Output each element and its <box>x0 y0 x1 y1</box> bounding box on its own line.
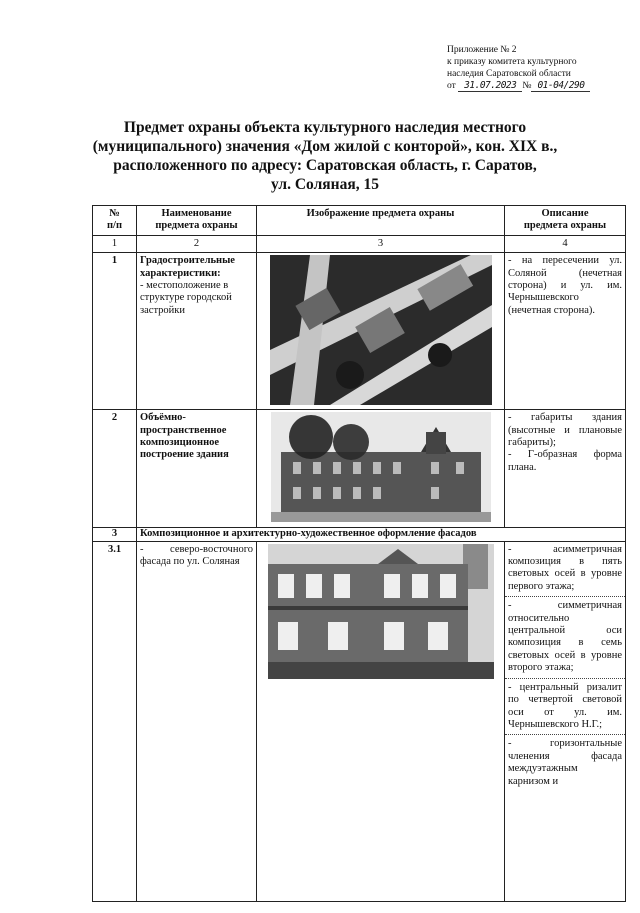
table-header-row <box>93 206 626 236</box>
row-name-bold: Градостроительные характеристики: <box>140 255 235 279</box>
appendix-order-line: от 31.07.2023 № 01-04/290 <box>447 80 590 92</box>
row-desc: - асимметричная композиция в пять световых осей в уровне первого этажа; <box>508 543 622 592</box>
row-desc: - горизонтальные членения фасада междуэтажным карнизом и <box>508 738 622 787</box>
row-name-text: - северо-восточного фасада по ул. Соляная <box>137 541 257 901</box>
protection-table <box>92 205 626 902</box>
row-desc: - на пересечении ул. Соляной (нечетная сторона) и ул. им. Чернышевского (нечетная сторона). <box>505 253 626 410</box>
row-desc: - симметричная относительно центральной оси композиция в семь световых осей в уровне второго этажа; <box>508 600 622 674</box>
document-title: Предмет охраны объекта культурного наследия местного (муниципального) значения «Дом жилой с конторой», кон. XIX в., расположенного по адресу: Саратовская область, г. Саратов, ул. Соляная, 15 <box>92 119 558 193</box>
table-row: 3.1 - северо-восточного фасада по ул. Соляная - асимметричная композиция в пять световых осей в уровне первого этажа; - симметричная относительно центральной оси композиция в семь световых осей в уровне второго этажа; - центральный ризалит по четвертой световой оси от ул. им. Чернышевского Н.Г.; - горизонтальные членения фасада междуэтажным карнизом и <box>93 541 626 901</box>
row-desc: - Г-образная форма плана. <box>508 449 622 473</box>
table-row: 1 Градостроительные характеристики: - местоположение в структуре городской застройки - на пересечении ул. Соляной (нечетная сторона) и ул. им. Чернышевского (нечетная сторона). <box>93 253 626 410</box>
row-desc: - центральный ризалит по четвертой световой оси от ул. им. Чернышевского Н.Г.; <box>508 681 622 730</box>
table-row: 2 Объёмно-пространственное композиционное построение здания - габариты здания (высотные и плановые габариты); - Г-образная форма плана. <box>93 410 626 528</box>
section-row: 3 Композиционное и архитектурно-художественное оформление фасадов <box>93 528 626 541</box>
row-name-text: - местоположение в структуре городской застройки <box>140 280 232 316</box>
facade-photo <box>268 544 494 679</box>
row-desc: - габариты здания (высотные и плановые габариты); <box>508 412 622 449</box>
section-title: Композиционное и архитектурно-художественное оформление фасадов <box>137 528 626 541</box>
appendix-line-3: наследия Саратовской области <box>447 69 571 79</box>
header-name: Наименование предмета охраны <box>137 206 257 236</box>
appendix-block <box>447 44 590 92</box>
appendix-line-2: к приказу комитета культурного <box>447 57 577 67</box>
order-number: 01-04/290 <box>531 80 590 92</box>
header-image: Изображение предмета охраны <box>257 206 505 236</box>
appendix-line-1: Приложение № 2 <box>447 45 517 55</box>
column-number-row: 1 2 3 4 <box>93 235 626 252</box>
building-photo <box>271 412 491 522</box>
header-num: № п/п <box>93 206 137 236</box>
order-date: 31.07.2023 <box>458 80 522 92</box>
row-name-bold: Объёмно-пространственное композиционное построение здания <box>137 410 257 528</box>
aerial-map-image <box>270 255 492 405</box>
header-desc: Описание предмета охраны <box>505 206 626 236</box>
